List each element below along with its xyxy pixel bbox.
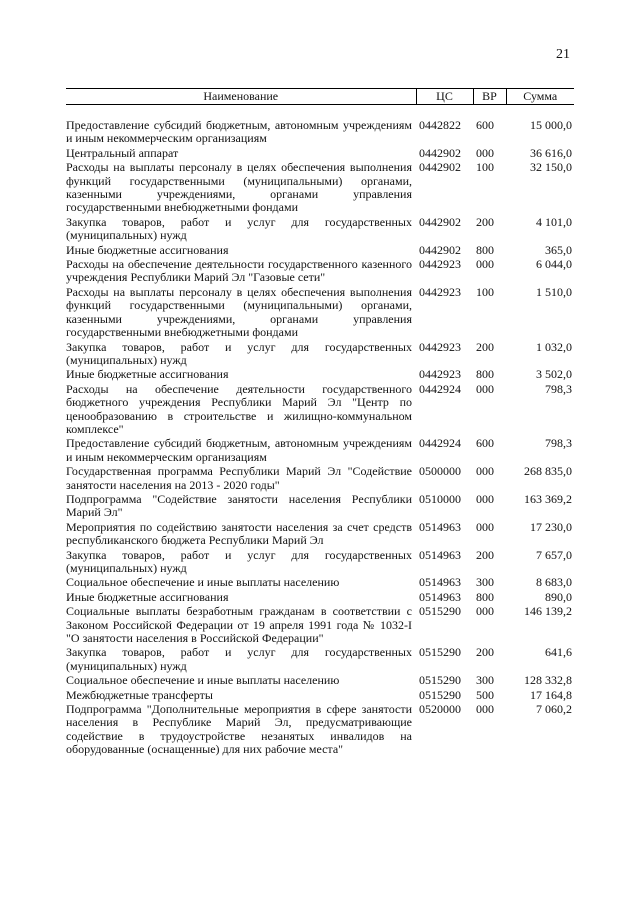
- row-cs-code: 0514963: [419, 575, 461, 590]
- row-cs-code: 0442924: [419, 381, 461, 396]
- row-sum: 8 683,0: [536, 575, 572, 590]
- row-vr-code: 000: [476, 381, 494, 396]
- row-sum: 890,0: [545, 589, 572, 604]
- row-name: Подпрограмма "Содействие занятости населения Республики Марий Эл": [66, 491, 412, 520]
- row-name: Расходы на выплаты персоналу в целях обеспечения выполнения функций государственными (муниципальными) органами, казенными учреждениями, органами управления государственными внебюджетными фондами: [66, 284, 412, 340]
- row-name: Закупка товаров, работ и услуг для государственных (муниципальных) нужд: [66, 214, 412, 243]
- table-row: [66, 465, 574, 493]
- row-cs-code: 0442902: [419, 160, 461, 175]
- table-row: [66, 286, 574, 341]
- row-name: Социальные выплаты безработным гражданам в соответствии с Законом Российской Федерации от 19 апреля 1991 года № 1032-I "О занятости населения в Российской Федерации": [66, 604, 412, 646]
- row-name: Расходы на выплаты персоналу в целях обеспечения выполнения функций государственными (муниципальными) органами, казенными учреждениями, органами управления государственными внебюджетными фондами: [66, 160, 412, 215]
- table-row: [66, 605, 574, 646]
- row-cs-code: 0510000: [419, 491, 461, 506]
- table-row: [66, 437, 574, 465]
- row-cs-code: 0514963: [419, 547, 461, 562]
- row-name: Расходы на обеспечение деятельности государственного бюджетного учреждения Республики Марий Эл "Центр по ценообразованию в строительстве и жилищно-коммунальном комплексе": [66, 381, 412, 436]
- row-sum: 7 060,2: [536, 702, 572, 717]
- row-vr-code: 100: [476, 160, 494, 175]
- row-vr-code: 000: [476, 257, 494, 272]
- row-sum: 163 369,2: [524, 491, 572, 506]
- row-cs-code: 0442923: [419, 367, 461, 382]
- row-name: Иные бюджетные ассигнования: [66, 367, 229, 382]
- row-cs-code: 0442902: [419, 145, 461, 160]
- row-cs-code: 0515290: [419, 645, 461, 660]
- row-vr-code: 800: [476, 242, 494, 257]
- row-sum: 17 230,0: [530, 519, 572, 534]
- row-vr-code: 000: [476, 702, 494, 717]
- row-vr-code: 500: [476, 687, 494, 702]
- row-name: Подпрограмма "Дополнительные мероприятия в сфере занятости населения в Республике Марий Эл, предусматривающие содействие в трудоустройстве незанятых инвалидов на оборудованные (оснащенные) для них рабочие места": [66, 702, 412, 757]
- row-name: Межбюджетные трансферты: [66, 687, 213, 702]
- table-row: [66, 576, 574, 590]
- row-name: Иные бюджетные ассигнования: [66, 242, 229, 257]
- row-sum: 17 164,8: [530, 687, 572, 702]
- row-cs-code: 0442923: [419, 257, 461, 272]
- row-vr-code: 000: [476, 145, 494, 160]
- row-sum: 268 835,0: [524, 464, 572, 479]
- table-row: [66, 646, 574, 674]
- row-cs-code: 0442924: [419, 436, 461, 451]
- row-name: Государственная программа Республики Марий Эл "Содействие занятости населения на 2013 - 2020 годы": [66, 464, 412, 492]
- table-row: [66, 216, 574, 244]
- row-vr-code: 300: [476, 575, 494, 590]
- row-sum: 3 502,0: [536, 367, 572, 382]
- row-vr-code: 600: [476, 436, 494, 451]
- row-sum: 4 101,0: [536, 214, 572, 229]
- row-name: Иные бюджетные ассигнования: [66, 589, 229, 604]
- row-cs-code: 0500000: [419, 464, 461, 479]
- table-row: [66, 244, 574, 258]
- table-row: [66, 368, 574, 382]
- row-sum: 146 139,2: [524, 604, 572, 619]
- row-vr-code: 200: [476, 645, 494, 660]
- row-sum: 15 000,0: [530, 118, 572, 132]
- row-name: Предоставление субсидий бюджетным, автономным учреждениям и иным некоммерческим организациям: [66, 436, 412, 464]
- row-cs-code: 0442822: [419, 118, 461, 132]
- table-row: [66, 493, 574, 521]
- row-vr-code: 600: [476, 118, 494, 132]
- row-sum: 6 044,0: [536, 257, 572, 272]
- table-row: [66, 549, 574, 577]
- row-sum: 1 510,0: [536, 284, 572, 299]
- row-vr-code: 000: [476, 519, 494, 534]
- row-cs-code: 0442902: [419, 242, 461, 257]
- header-vr: ВР: [473, 89, 506, 105]
- row-vr-code: 100: [476, 284, 494, 299]
- row-vr-code: 800: [476, 589, 494, 604]
- table-row: [66, 341, 574, 369]
- row-cs-code: 0514963: [419, 519, 461, 534]
- table-row: [66, 383, 574, 438]
- row-cs-code: 0442923: [419, 339, 461, 354]
- row-vr-code: 200: [476, 339, 494, 354]
- header-sum: Сумма: [506, 89, 574, 105]
- row-vr-code: 800: [476, 367, 494, 382]
- row-sum: 36 616,0: [530, 145, 572, 160]
- row-cs-code: 0515290: [419, 687, 461, 702]
- row-vr-code: 000: [476, 604, 494, 619]
- row-sum: 798,3: [545, 436, 572, 451]
- row-name: Центральный аппарат: [66, 145, 179, 160]
- table-header: [66, 89, 574, 105]
- row-sum: 641,6: [545, 645, 572, 660]
- table-row: [66, 105, 574, 147]
- row-sum: 128 332,8: [524, 673, 572, 688]
- row-vr-code: 200: [476, 547, 494, 562]
- header-name: Наименование: [66, 89, 416, 105]
- row-name: Закупка товаров, работ и услуг для государственных (муниципальных) нужд: [66, 645, 412, 673]
- page-number: 21: [556, 47, 570, 62]
- row-cs-code: 0515290: [419, 673, 461, 688]
- row-cs-code: 0515290: [419, 604, 461, 619]
- row-vr-code: 000: [476, 464, 494, 479]
- row-name: Закупка товаров, работ и услуг для государственных (муниципальных) нужд: [66, 339, 412, 367]
- table-row: [66, 258, 574, 286]
- row-vr-code: 200: [476, 214, 494, 229]
- row-cs-code: 0442923: [419, 284, 461, 299]
- row-cs-code: 0442902: [419, 214, 461, 229]
- table-body: [66, 105, 574, 758]
- row-name: Мероприятия по содействию занятости населения за счет средств республиканского бюджета Республики Марий Эл: [66, 519, 412, 548]
- row-cs-code: 0520000: [419, 702, 461, 717]
- row-sum: 7 657,0: [536, 547, 572, 562]
- row-sum: 365,0: [545, 242, 572, 257]
- table-row: [66, 521, 574, 549]
- row-name: Закупка товаров, работ и услуг для государственных (муниципальных) нужд: [66, 547, 412, 575]
- row-name: Социальное обеспечение и иные выплаты населению: [66, 673, 340, 688]
- row-name: Предоставление субсидий бюджетным, автономным учреждениям и иным некоммерческим организациям: [66, 118, 412, 146]
- table-row: [66, 591, 574, 605]
- row-cs-code: 0514963: [419, 589, 461, 604]
- row-vr-code: 300: [476, 673, 494, 688]
- row-name: Расходы на обеспечение деятельности государственного казенного учреждения Республики Марий Эл "Газовые сети": [66, 257, 412, 285]
- row-name: Социальное обеспечение и иные выплаты населению: [66, 575, 340, 590]
- table-row: [66, 147, 574, 161]
- row-sum: 32 150,0: [530, 160, 572, 175]
- header-cs: ЦС: [416, 89, 473, 105]
- row-vr-code: 000: [476, 491, 494, 506]
- table-row: [66, 689, 574, 703]
- table-row: [66, 703, 574, 758]
- budget-table: [66, 88, 574, 758]
- row-sum: 798,3: [545, 381, 572, 396]
- table-row: [66, 674, 574, 688]
- row-sum: 1 032,0: [536, 339, 572, 354]
- table-row: [66, 161, 574, 216]
